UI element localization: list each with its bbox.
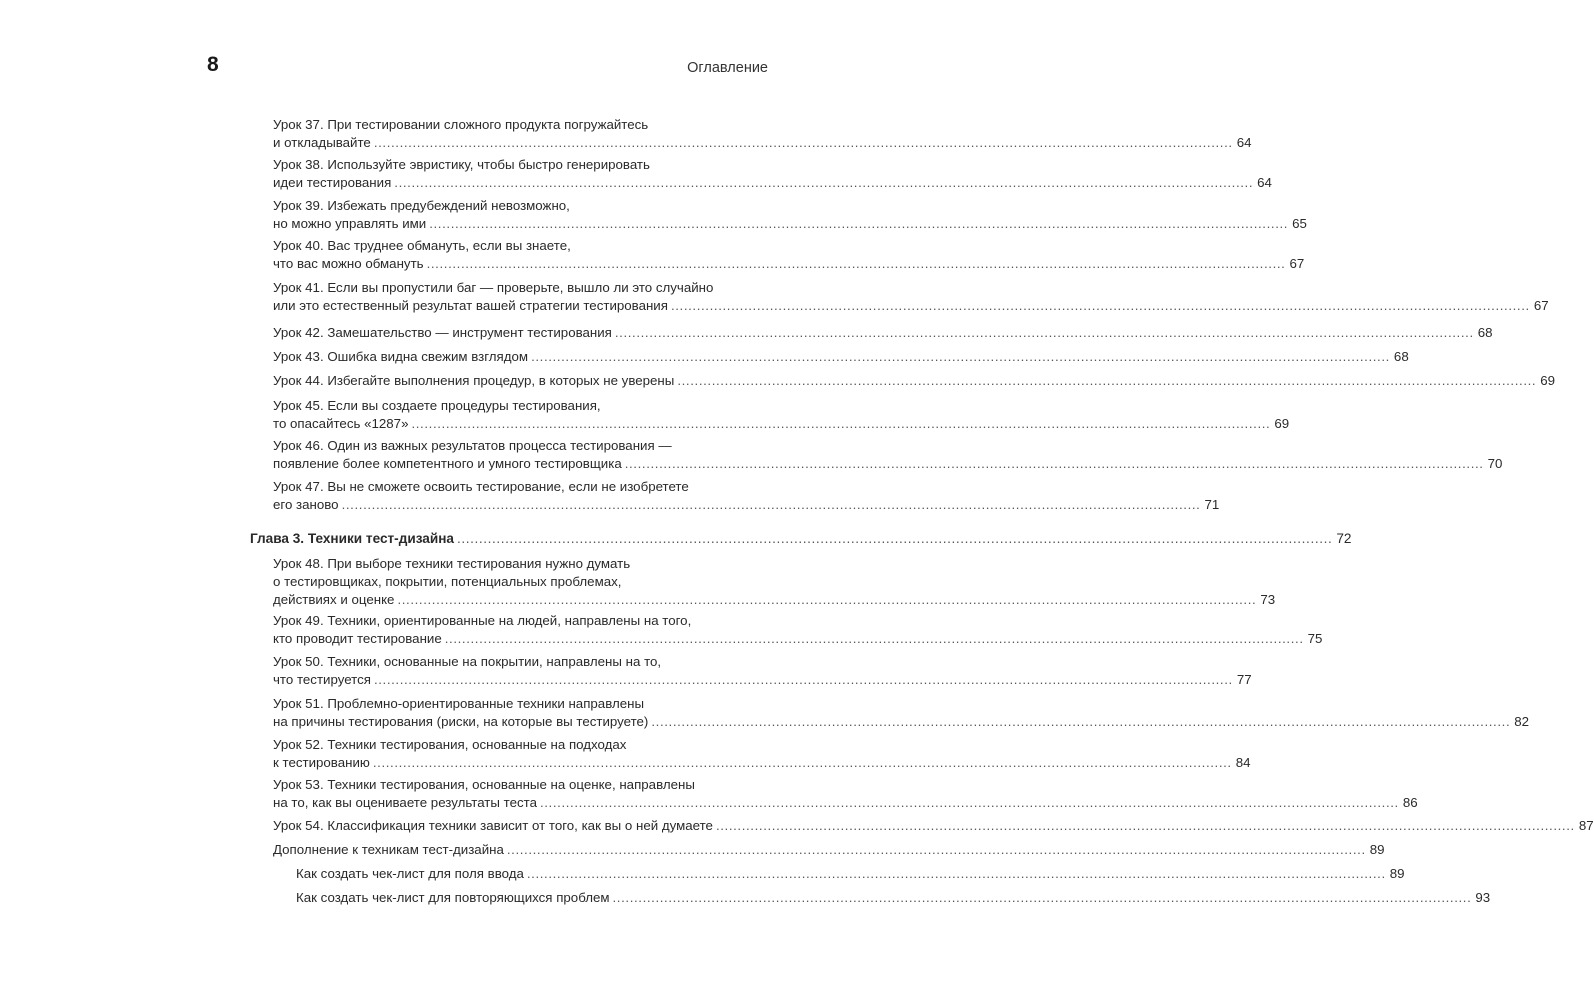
toc-entry-text: но можно управлять ими bbox=[273, 216, 427, 231]
toc-entry-lesson-39 bbox=[273, 197, 1307, 233]
toc-entry-text: Урок 43. Ошибка видна свежим взглядом bbox=[273, 349, 529, 364]
toc-entry-text: о тестировщиках, покрытии, потенциальных проблемах, bbox=[273, 574, 622, 589]
toc-line bbox=[273, 237, 768, 255]
toc-line bbox=[273, 653, 768, 671]
toc-entry-lesson-45 bbox=[273, 397, 1290, 433]
toc-line bbox=[273, 372, 1555, 390]
toc-entry-text: Урок 39. Избежать предубеждений невозможно, bbox=[273, 198, 570, 213]
leader-dots: ........................................................................................................................................................................................................ bbox=[397, 592, 1257, 607]
toc-page-number: 82 bbox=[1514, 714, 1530, 729]
toc-line bbox=[273, 736, 768, 754]
toc-entry-text: Урок 41. Если вы пропустили баг — проверьте, вышло ли это случайно bbox=[273, 280, 714, 295]
toc-entry-text: Урок 48. При выборе техники тестирования нужно думать bbox=[273, 556, 631, 571]
toc-line bbox=[273, 713, 1530, 731]
toc-entry-text: Урок 46. Один из важных результатов процесса тестирования — bbox=[273, 438, 672, 453]
toc-page-number: 77 bbox=[1236, 672, 1252, 687]
toc-entry-text: и откладывайте bbox=[273, 135, 371, 150]
toc-page-number: 64 bbox=[1236, 135, 1252, 150]
toc-entry-text: Дополнение к техникам тест-дизайна bbox=[273, 842, 504, 857]
toc-line bbox=[273, 794, 1418, 812]
toc-line bbox=[273, 397, 768, 415]
toc-line bbox=[273, 695, 768, 713]
leader-dots: ........................................................................................................................................................................................................ bbox=[426, 256, 1286, 271]
toc-line bbox=[273, 116, 768, 134]
toc-entry-supplement bbox=[273, 841, 1385, 859]
toc-page-number: 70 bbox=[1487, 456, 1503, 471]
toc-entry-lesson-46 bbox=[273, 437, 1503, 473]
toc-line bbox=[273, 156, 768, 174]
toc-line bbox=[296, 889, 1491, 907]
toc-entry-text: его заново bbox=[273, 497, 339, 512]
toc-page-number: 87 bbox=[1578, 818, 1594, 833]
leader-dots: ........................................................................................................................................................................................................ bbox=[677, 373, 1537, 388]
toc-line bbox=[273, 612, 768, 630]
toc-line bbox=[273, 279, 768, 297]
toc-entry-lesson-54 bbox=[273, 817, 1594, 835]
toc-entry-text: Урок 45. Если вы создаете процедуры тестирования, bbox=[273, 398, 601, 413]
toc-entry-lesson-41 bbox=[273, 279, 1549, 315]
toc-entry-lesson-53 bbox=[273, 776, 1418, 812]
toc-entry-text: появление более компетентного и умного тестировщика bbox=[273, 456, 622, 471]
leader-dots: ........................................................................................................................................................................................................ bbox=[539, 795, 1399, 810]
toc-page-number: 73 bbox=[1260, 592, 1276, 607]
page-number: 8 bbox=[207, 53, 219, 76]
toc-entry-chapter-3 bbox=[250, 530, 1352, 548]
toc-page-number: 93 bbox=[1475, 890, 1491, 905]
toc-entry-lesson-50 bbox=[273, 653, 1252, 689]
toc-page-number: 69 bbox=[1540, 373, 1555, 388]
toc-line bbox=[273, 591, 1276, 609]
toc-entry-text: или это естественный результат вашей стратегии тестирования bbox=[273, 298, 668, 313]
toc-line bbox=[273, 215, 1307, 233]
toc-page-number: 89 bbox=[1369, 842, 1385, 857]
toc-entry-text: то опасайтесь «1287» bbox=[273, 416, 409, 431]
toc-entry-checklist-input bbox=[296, 865, 1405, 883]
toc-line bbox=[273, 455, 1503, 473]
toc-page-number: 65 bbox=[1292, 216, 1307, 231]
toc-entry-text: Как создать чек-лист для поля ввода bbox=[296, 866, 524, 881]
toc-entry-text: Урок 53. Техники тестирования, основанные на оценке, направлены bbox=[273, 777, 695, 792]
toc-page-number: 67 bbox=[1289, 256, 1305, 271]
toc-line bbox=[273, 197, 768, 215]
toc-line bbox=[273, 555, 768, 573]
toc-page-number: 68 bbox=[1393, 349, 1409, 364]
toc-page-number: 86 bbox=[1402, 795, 1418, 810]
toc-line bbox=[273, 478, 768, 496]
leader-dots: ........................................................................................................................................................................................................ bbox=[651, 714, 1511, 729]
toc-line bbox=[273, 324, 1493, 342]
toc-line bbox=[273, 776, 768, 794]
toc-line bbox=[273, 348, 1409, 366]
toc-entry-text: Урок 37. При тестировании сложного продукта погружайтесь bbox=[273, 117, 649, 132]
toc-line bbox=[273, 134, 1252, 152]
leader-dots: ........................................................................................................................................................................................................ bbox=[612, 890, 1472, 905]
toc-entry-text: на то, как вы оцениваете результаты теста bbox=[273, 795, 537, 810]
toc-page-number: 72 bbox=[1336, 531, 1352, 546]
leader-dots: ........................................................................................................................................................................................................ bbox=[373, 672, 1233, 687]
toc-entry-lesson-43 bbox=[273, 348, 1409, 366]
toc-entry-text: Урок 50. Техники, основанные на покрытии, направлены на то, bbox=[273, 654, 662, 669]
toc-entry-lesson-42 bbox=[273, 324, 1493, 342]
toc-page-number: 89 bbox=[1389, 866, 1405, 881]
toc-entry-lesson-37 bbox=[273, 116, 1252, 152]
leader-dots: ........................................................................................................................................................................................................ bbox=[624, 456, 1484, 471]
toc-page-number: 71 bbox=[1204, 497, 1220, 512]
toc-entry-lesson-47 bbox=[273, 478, 1220, 514]
toc-line bbox=[273, 297, 1549, 315]
leader-dots: ........................................................................................................................................................................................................ bbox=[373, 135, 1233, 150]
leader-dots: ........................................................................................................................................................................................................ bbox=[715, 818, 1575, 833]
toc-entry-text: Как создать чек-лист для повторяющихся проблем bbox=[296, 890, 610, 905]
toc-line bbox=[273, 754, 1251, 772]
toc-entry-lesson-38 bbox=[273, 156, 1272, 192]
toc-entry-text: Урок 44. Избегайте выполнения процедур, в которых не уверены bbox=[273, 373, 675, 388]
toc-page-number: 68 bbox=[1477, 325, 1493, 340]
leader-dots: ........................................................................................................................................................................................................ bbox=[670, 298, 1530, 313]
toc-line bbox=[273, 415, 1290, 433]
toc-line bbox=[273, 817, 1594, 835]
toc-page-number: 75 bbox=[1307, 631, 1323, 646]
toc-page-number: 67 bbox=[1533, 298, 1549, 313]
toc-line bbox=[273, 671, 1252, 689]
toc-line bbox=[296, 865, 1405, 883]
toc-entry-text: Урок 47. Вы не сможете освоить тестирование, если не изобретете bbox=[273, 479, 689, 494]
toc-entry-lesson-40 bbox=[273, 237, 1305, 273]
toc-line bbox=[250, 530, 1352, 548]
toc-entry-text: кто проводит тестирование bbox=[273, 631, 442, 646]
toc-line bbox=[273, 496, 1220, 514]
toc-entry-text: что вас можно обмануть bbox=[273, 256, 424, 271]
leader-dots: ........................................................................................................................................................................................................ bbox=[411, 416, 1271, 431]
toc-entry-text: к тестированию bbox=[273, 755, 370, 770]
toc-line bbox=[273, 255, 1305, 273]
toc-entry-lesson-44 bbox=[273, 372, 1555, 390]
toc-entry-text: Урок 51. Проблемно-ориентированные техники направлены bbox=[273, 696, 645, 711]
toc-entry-lesson-49 bbox=[273, 612, 1323, 648]
leader-dots: ........................................................................................................................................................................................................ bbox=[341, 497, 1201, 512]
toc-line bbox=[273, 630, 1323, 648]
leader-dots: ........................................................................................................................................................................................................ bbox=[444, 631, 1304, 646]
toc-entry-text: действиях и оценке bbox=[273, 592, 395, 607]
toc-entry-text: Урок 54. Классификация техники зависит от того, как вы о ней думаете bbox=[273, 818, 713, 833]
toc-page-number: 69 bbox=[1274, 416, 1290, 431]
toc-page-number: 64 bbox=[1257, 175, 1272, 190]
toc-entry-text: что тестируется bbox=[273, 672, 371, 687]
leader-dots: ........................................................................................................................................................................................................ bbox=[429, 216, 1289, 231]
toc-page-number: 84 bbox=[1235, 755, 1251, 770]
leader-dots: ........................................................................................................................................................................................................ bbox=[372, 755, 1232, 770]
toc-entry-checklist-recurring bbox=[296, 889, 1491, 907]
toc-entry-text: Урок 52. Техники тестирования, основанные на подходах bbox=[273, 737, 627, 752]
toc-entry-lesson-52 bbox=[273, 736, 1251, 772]
toc-line bbox=[273, 174, 1272, 192]
toc-entry-text: на причины тестирования (риски, на которые вы тестируете) bbox=[273, 714, 649, 729]
toc-entry-text: Урок 42. Замешательство — инструмент тестирования bbox=[273, 325, 612, 340]
toc-line bbox=[273, 437, 768, 455]
toc-entry-text: Урок 40. Вас труднее обмануть, если вы знаете, bbox=[273, 238, 571, 253]
leader-dots: ........................................................................................................................................................................................................ bbox=[526, 866, 1386, 881]
leader-dots: ........................................................................................................................................................................................................ bbox=[456, 531, 1333, 546]
toc-entry-text: идеи тестирования bbox=[273, 175, 392, 190]
toc-entry-text: Урок 38. Используйте эвристику, чтобы быстро генерировать bbox=[273, 157, 650, 172]
chapter-title: Глава 3. Техники тест-дизайна bbox=[250, 531, 454, 546]
leader-dots: ........................................................................................................................................................................................................ bbox=[531, 349, 1390, 364]
toc-entry-text: Урок 49. Техники, ориентированные на людей, направлены на того, bbox=[273, 613, 692, 628]
leader-dots: ........................................................................................................................................................................................................ bbox=[394, 175, 1254, 190]
toc-line bbox=[273, 841, 1385, 859]
toc-entry-lesson-48 bbox=[273, 555, 1276, 609]
toc-entry-lesson-51 bbox=[273, 695, 1530, 731]
leader-dots: ........................................................................................................................................................................................................ bbox=[614, 325, 1474, 340]
leader-dots: ........................................................................................................................................................................................................ bbox=[506, 842, 1366, 857]
toc-line bbox=[273, 573, 768, 591]
running-header: Оглавление bbox=[687, 60, 768, 76]
